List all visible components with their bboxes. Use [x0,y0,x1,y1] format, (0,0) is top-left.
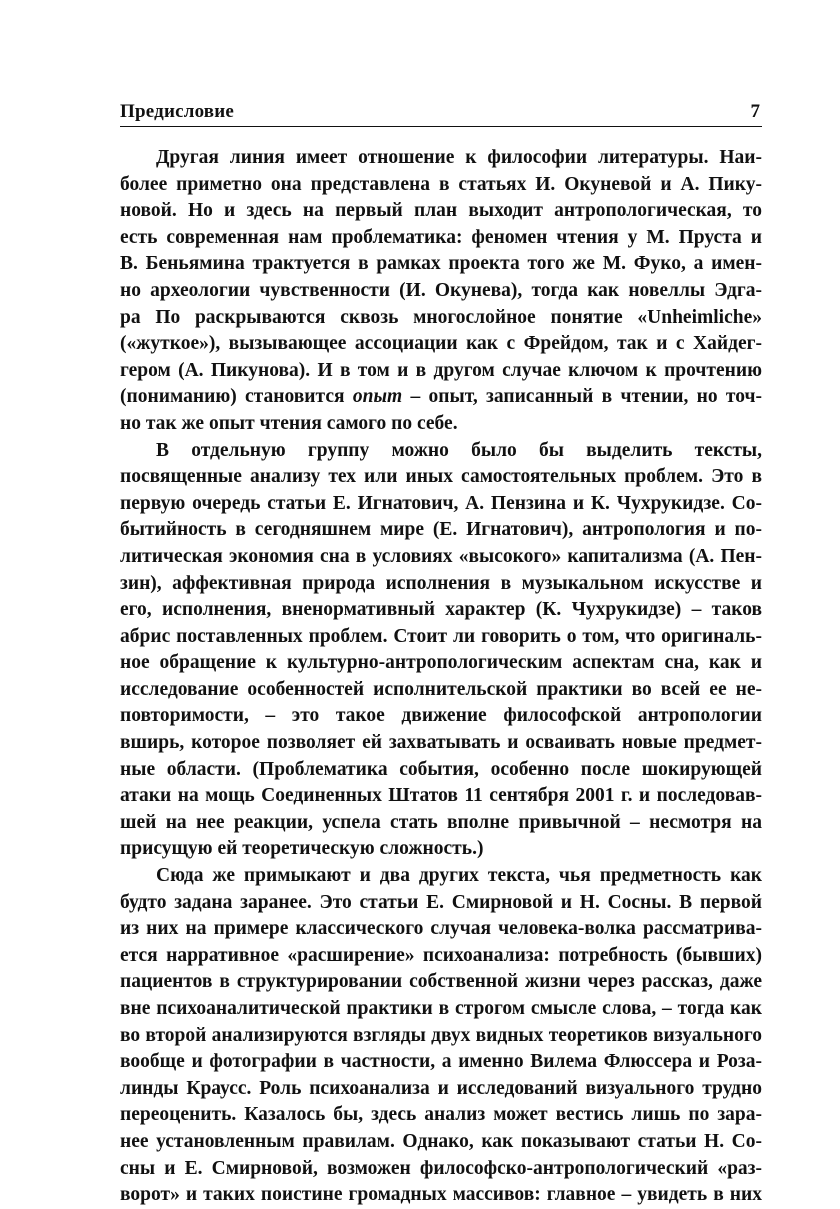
text-line: ное обращение к культурно-антропологическим аспектам сна, как и [120,652,762,674]
text-line: исследование особенностей исполнительской практики во всей ее не- [120,678,762,700]
text-line: но археологии чувственности (И. Окунева), тогда как новеллы Эдга- [120,279,762,301]
text-line: вширь, которое позволяет ей захватывать и осваивать новые предмет- [120,732,762,754]
text-line: В. Беньямина трактуется в рамках проекта того же М. Фуко, а имен- [120,253,762,275]
text-line [120,384,762,411]
text-line: абрис поставленных проблем. Стоит ли говорить о том, что оригиналь- [120,625,762,647]
paragraph-2 [120,438,762,864]
text-line: более приметно она представлена в статьях И. Окуневой и А. Пику- [120,173,762,195]
page-header [120,96,762,127]
text-line: линды Краусс. Роль психоанализа и исследований визуального трудно [120,1077,762,1099]
text-line: посвященные анализу тех или иных самостоятельных проблем. Это в [120,466,762,488]
text-segment: – опыт, записанный в чтении, но точ- [402,386,762,408]
text-line: ра По раскрываются сквозь многослойное понятие «Unheimliche» [120,306,762,328]
text-line: вообще и фотографии в частности, а именно Вилема Флюссера и Роза- [120,1051,762,1073]
text-line: ется нарративное «расширение» психоанализа: потребность (бывших) [120,944,762,966]
text-line: но так же опыт чтения самого по себе. [120,412,458,434]
text-line: вне психоаналитической практики в строгом смысле слова, – тогда как [120,998,762,1019]
text-line: из них на примере классического случая человека-волка рассматрива- [120,918,762,940]
text-line: В отдельную группу можно было бы выделить тексты, [156,439,762,461]
text-line: во второй анализируются взгляды двух видных теоретиков визуального [120,1024,762,1046]
emphasized-word: опыт [352,386,403,408]
running-head-title: Предисловие [120,101,235,122]
text-line: переоценить. Казалось бы, здесь анализ может вестись лишь по зара- [120,1104,762,1126]
text-line: первую очередь статьи Е. Игнатович, А. Пензина и К. Чухрукидзе. Со- [120,492,762,514]
text-line: ворот» и таких поистине громадных массивов: главное – увидеть в них [120,1184,762,1206]
text-line: атаки на мощь Соединенных Штатов 11 сентября 2001 г. и последовав- [120,785,762,807]
text-line: повторимости, – это такое движение философской антропологии [120,705,762,727]
text-line: ные области. (Проблематика события, особенно после шокирующей [120,758,762,780]
text-line: гером (А. Пикунова). И в том и в другом случае ключом к прочтению [120,359,762,381]
text-line: пациентов в структурировании собственной жизни через рассказ, даже [120,971,762,993]
body-text [120,145,762,1209]
text-line: зин), аффективная природа исполнения в музыкальном искусстве и [120,572,762,594]
text-line: шей на нее реакции, успела стать вполне привычной – несмотря на [120,811,762,833]
paragraph-3 [120,863,762,1209]
text-line: Другая линия имеет отношение к философии литературы. Наи- [156,147,762,168]
text-line: сны и Е. Смирновой, возможен философско-антропологический «раз- [120,1157,762,1179]
page-number: 7 [750,101,760,122]
text-line: бытийность в сегодняшнем мире (Е. Игнатович), антропология и по- [120,519,762,541]
paragraph-1 [120,145,762,438]
text-line: литическая экономия сна в условиях «высокого» капитализма (А. Пен- [120,545,762,567]
text-line: присущую ей теоретическую сложность.) [120,838,484,860]
text-line: его, исполнения, вненормативный характер (К. Чухрукидзе) – таков [120,599,762,621]
text-line: нее установленным правилам. Однако, как показывают статьи Н. Со- [120,1130,762,1152]
text-segment: (пониманию) становится [120,386,353,408]
text-line: будто задана заранее. Это статьи Е. Смирновой и Н. Сосны. В первой [120,891,762,913]
text-line: есть современная нам проблематика: феномен чтения у М. Пруста и [120,226,762,248]
text-line: новой. Но и здесь на первый план выходит антропологическая, то [120,200,762,222]
text-line: Сюда же примыкают и два других текста, чья предметность как [156,865,762,887]
text-line: («жуткое»), вызывающее ассоциации как с Фрейдом, так и с Хайдег- [120,333,762,355]
